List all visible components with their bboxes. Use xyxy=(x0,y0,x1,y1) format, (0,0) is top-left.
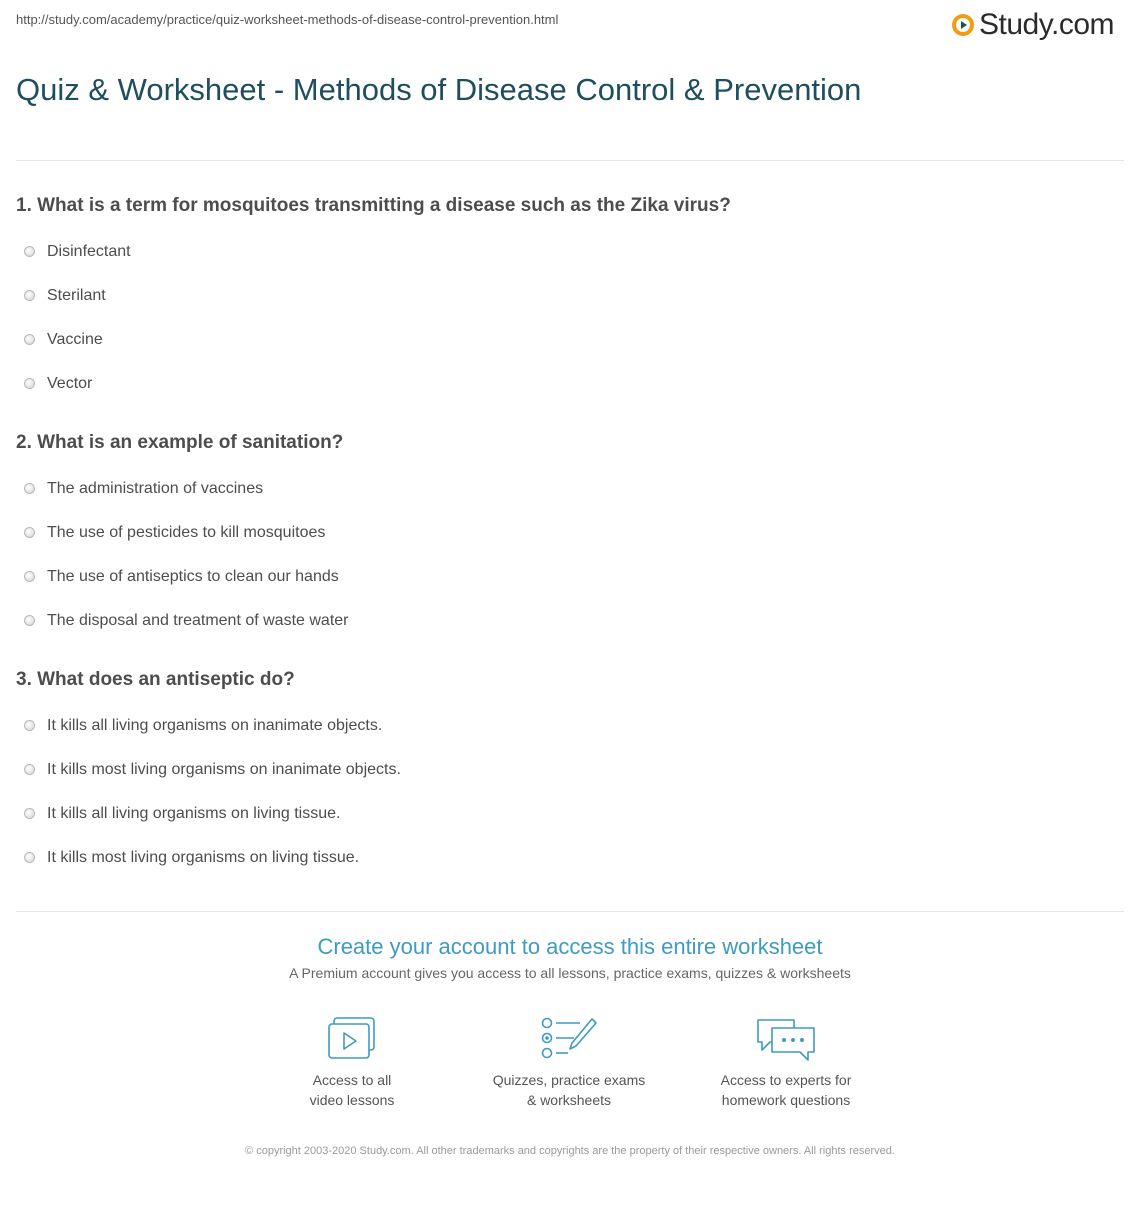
divider xyxy=(16,911,1124,912)
answer-option[interactable]: Vaccine xyxy=(16,321,1116,365)
answer-option[interactable]: The administration of vaccines xyxy=(16,470,1116,514)
answer-option[interactable]: Sterilant xyxy=(16,277,1116,321)
answer-option[interactable]: Disinfectant xyxy=(16,233,1116,277)
page-url: http://study.com/academy/practice/quiz-worksheet-methods-of-disease-control-prevention.html xyxy=(16,12,559,27)
study-logo[interactable] xyxy=(951,8,1114,42)
question-3 xyxy=(16,665,1116,883)
feature-video-lessons xyxy=(262,1016,442,1110)
radio-button[interactable] xyxy=(24,290,35,301)
radio-button[interactable] xyxy=(24,527,35,538)
chat-bubbles-icon xyxy=(754,1016,818,1062)
question-text: 2. What is an example of sanitation? xyxy=(16,432,344,453)
answer-option[interactable]: It kills all living organisms on living tissue. xyxy=(16,795,1116,839)
create-account-link[interactable]: Create your account to access this entire worksheet xyxy=(317,934,823,959)
radio-button[interactable] xyxy=(24,615,35,626)
answer-option[interactable]: It kills most living organisms on inanimate objects. xyxy=(16,751,1116,795)
answer-option[interactable]: It kills most living organisms on living tissue. xyxy=(16,839,1116,883)
feature-quizzes xyxy=(479,1016,659,1110)
question-text: 1. What is a term for mosquitoes transmitting a disease such as the Zika virus? xyxy=(16,195,731,216)
feature-line: Quizzes, practice exams xyxy=(492,1072,646,1088)
feature-line: & worksheets xyxy=(526,1092,612,1108)
radio-button[interactable] xyxy=(24,764,35,775)
answer-option[interactable]: The use of pesticides to kill mosquitoes xyxy=(16,514,1116,558)
divider xyxy=(16,160,1124,161)
feature-line: homework questions xyxy=(721,1092,851,1108)
play-circle-icon xyxy=(951,13,975,37)
feature-line: Access to all xyxy=(312,1072,392,1088)
copyright-footer: © copyright 2003-2020 Study.com. All other trademarks and copyrights are the property of their respective owners. All rights reserved. xyxy=(245,1145,895,1157)
radio-button[interactable] xyxy=(24,720,35,731)
radio-button[interactable] xyxy=(24,334,35,345)
radio-button[interactable] xyxy=(24,852,35,863)
answer-option[interactable]: The use of antiseptics to clean our hands xyxy=(16,558,1116,602)
question-text: 3. What does an antiseptic do? xyxy=(16,669,295,690)
radio-button[interactable] xyxy=(24,483,35,494)
question-2 xyxy=(16,428,1116,646)
radio-button[interactable] xyxy=(24,571,35,582)
premium-cta xyxy=(0,933,1140,981)
feature-experts xyxy=(696,1016,876,1110)
video-lessons-icon xyxy=(326,1016,378,1062)
feature-line: Access to experts for xyxy=(720,1072,852,1088)
page-title: Quiz & Worksheet - Methods of Disease Control & Prevention xyxy=(16,72,862,107)
cta-subtitle: A Premium account gives you access to all lessons, practice exams, quizzes & worksheets xyxy=(289,965,851,981)
logo-text: Study.com xyxy=(979,8,1114,41)
feature-line: video lessons xyxy=(309,1092,395,1108)
radio-button[interactable] xyxy=(24,378,35,389)
answer-option[interactable]: The disposal and treatment of waste water xyxy=(16,602,1116,646)
answer-option[interactable]: It kills all living organisms on inanimate objects. xyxy=(16,707,1116,751)
question-1 xyxy=(16,191,1116,409)
radio-button[interactable] xyxy=(24,246,35,257)
quiz-checklist-icon xyxy=(540,1016,598,1062)
quiz-questions xyxy=(16,191,1116,902)
answer-option[interactable]: Vector xyxy=(16,365,1116,409)
radio-button[interactable] xyxy=(24,808,35,819)
